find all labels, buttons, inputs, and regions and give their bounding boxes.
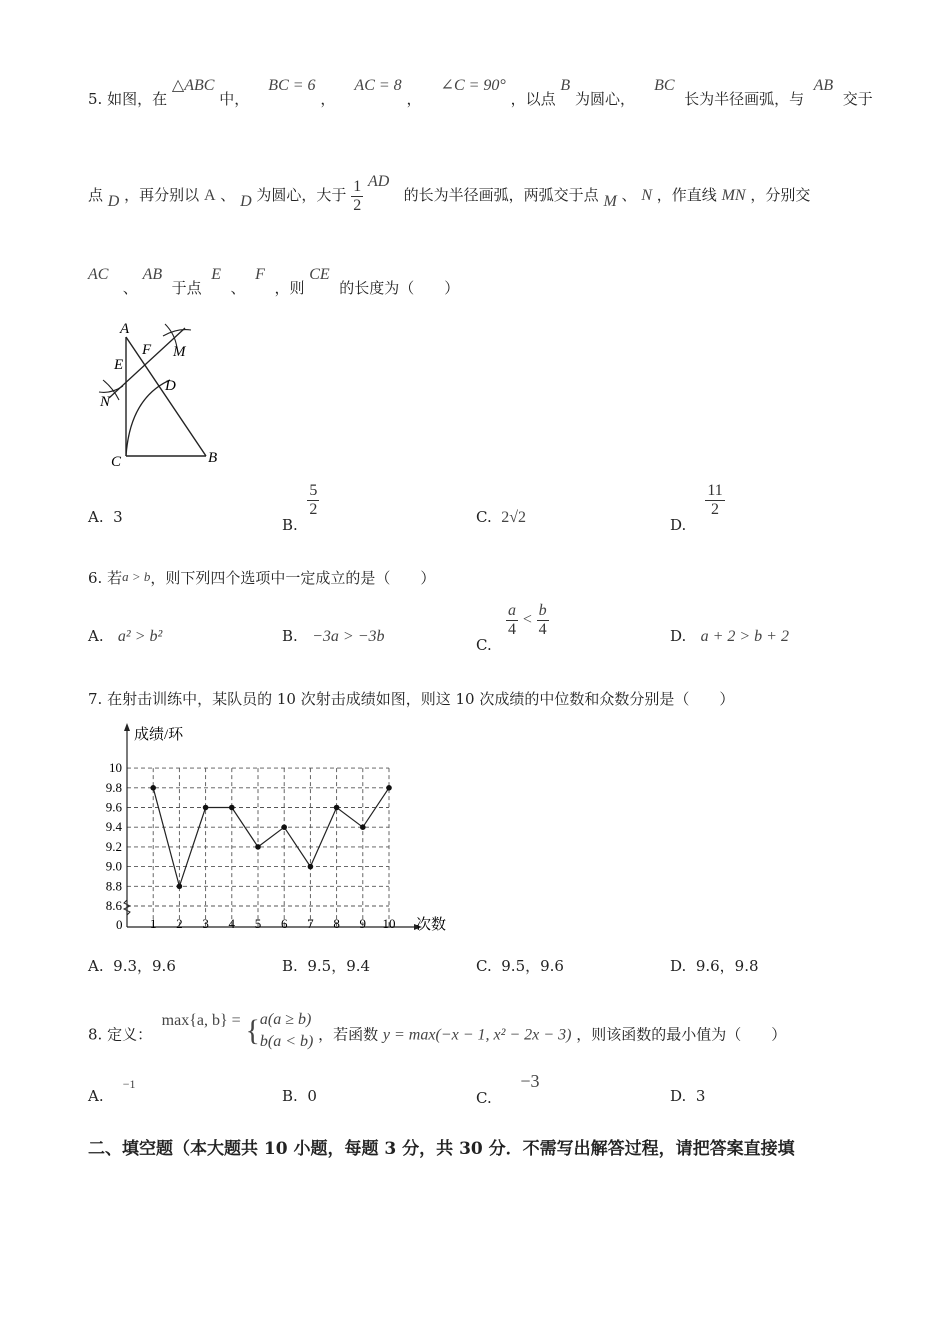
option-value: −3a > −3b: [312, 628, 385, 645]
chart-series: [150, 785, 391, 889]
q7-option-b[interactable]: [282, 955, 370, 976]
label-d: D: [165, 378, 176, 394]
y-tick-label: 9.8: [105, 779, 122, 795]
q5-text: ，再分别以: [124, 186, 200, 205]
y-tick-label: 9.4: [105, 819, 122, 835]
option-label: C.: [476, 957, 492, 975]
math: △ABC: [171, 77, 215, 94]
option-label: D.: [670, 516, 687, 535]
math: ∠C = 90°: [440, 77, 506, 94]
option-fraction: [537, 602, 549, 638]
q5-text: 的长为半径画弧，两弧交于点: [403, 186, 599, 205]
option-label: A.: [88, 508, 104, 526]
label-n: N: [100, 394, 111, 410]
q6-text: 若: [107, 569, 123, 587]
q5-line1: [88, 77, 873, 109]
data-point: [308, 864, 314, 870]
q5-text: 于点: [171, 279, 202, 297]
option-value: 2√2: [501, 509, 527, 526]
q8-option-a[interactable]: [88, 1077, 136, 1105]
q8-number: 8.: [88, 1025, 103, 1044]
q8-option-c[interactable]: [476, 1071, 540, 1108]
q8-option-d[interactable]: [670, 1087, 705, 1105]
option-label: B.: [282, 957, 298, 975]
math: AC = 8: [354, 77, 402, 94]
data-point: [203, 805, 209, 811]
frac-num: 1: [353, 178, 362, 195]
q8-text: ，若函数: [318, 1025, 379, 1044]
data-point: [177, 884, 183, 890]
math: BC = 6: [268, 77, 316, 94]
fraction-half: [351, 178, 363, 214]
option-label: C.: [476, 1089, 492, 1107]
math: MN: [721, 187, 746, 205]
q5-text: 的长度为（ ）: [339, 279, 460, 297]
option-value: −1: [122, 1077, 136, 1091]
q5-text: 交于: [842, 90, 873, 108]
q5-line2: [88, 173, 811, 214]
option-value: a² > b²: [117, 628, 163, 645]
y-tick-label: 9.6: [105, 799, 122, 815]
frac-num: 5: [309, 482, 318, 499]
x-tick-label: 3: [202, 916, 209, 931]
y-tick-label: 10: [109, 760, 122, 776]
label-b: B: [208, 450, 218, 466]
q5-text: 为圆心，大于: [256, 186, 347, 205]
q7-stem: [88, 688, 734, 709]
q7-text: 在射击训练中，某队员的 10 次射击成绩如图，则这 10 次成绩的中位数和众数分别是（ ）: [107, 690, 735, 708]
y-axis-arrow: [124, 723, 130, 731]
series-line: [153, 788, 389, 887]
option-label: D.: [670, 957, 687, 975]
math: AD: [368, 173, 390, 191]
section-2-heading: 二、填空题（本大题共 10 小题，每题 3 分，共 30 分．不需写出解答过程，请把答案直接填: [88, 1139, 795, 1159]
q8-text: 定义：: [107, 1025, 153, 1044]
case-2: b(a < b): [259, 1033, 314, 1051]
option-value: a + 2 > b + 2: [700, 628, 789, 645]
q5-text: ，: [406, 90, 422, 108]
option-value: 9.6，9.8: [695, 957, 759, 975]
q5-option-d[interactable]: [670, 482, 725, 535]
q6-option-a[interactable]: [88, 627, 162, 646]
y-axis-label: 成绩/环: [134, 727, 184, 743]
math: A: [203, 187, 216, 205]
q8-text: ，则该函数的最小值为（ ）: [576, 1025, 787, 1044]
q5-text: 长为半径画弧，与: [684, 90, 805, 108]
frac-den: 4: [538, 620, 547, 638]
math: F: [255, 266, 265, 283]
y-ticks: [106, 760, 123, 913]
option-label: A.: [88, 627, 104, 645]
side-ab: [126, 337, 206, 456]
q7-option-d[interactable]: [670, 955, 759, 976]
label-a: A: [120, 321, 130, 337]
x-tick-label: 8: [333, 916, 340, 931]
label-c: C: [111, 454, 122, 470]
frac-num: 11: [707, 482, 723, 499]
x-tick-label: 4: [228, 916, 236, 931]
q5-geometry-figure: [95, 318, 230, 470]
q7-option-a[interactable]: [88, 955, 176, 976]
y-tick-label: 8.8: [105, 878, 122, 894]
math: N: [641, 187, 653, 205]
frac-num: b: [538, 602, 547, 619]
q6-number: 6.: [88, 569, 103, 587]
data-point: [150, 785, 156, 791]
q5-text: ，分别交: [750, 186, 811, 205]
option-value: 9.5，9.4: [307, 957, 371, 975]
q5-text: ，作直线: [656, 186, 717, 205]
math: AB: [813, 77, 834, 94]
chart-axes: [124, 723, 422, 930]
q5-text: 、: [230, 279, 246, 297]
x-ticks: [150, 916, 396, 931]
q6-text: ，则下列四个选项中一定成立的是（ ）: [150, 569, 436, 587]
q6-option-c[interactable]: [476, 602, 549, 655]
x-tick-label: 2: [176, 916, 183, 931]
q5-text: 、: [621, 186, 637, 205]
math: M: [603, 193, 617, 211]
y-tick-label: 9.0: [105, 858, 122, 874]
data-point: [255, 844, 261, 850]
data-point: [281, 824, 287, 830]
option-label: C.: [476, 508, 492, 526]
q5-text: 如图，在: [107, 90, 168, 108]
q5-option-c[interactable]: [476, 508, 526, 527]
option-label: C.: [476, 636, 492, 655]
q5-number: 5.: [88, 90, 103, 108]
option-label: D.: [670, 1087, 687, 1105]
q5-text: ，: [320, 90, 336, 108]
frac-den: 4: [508, 620, 517, 638]
math: D: [240, 193, 252, 211]
option-value: 9.5，9.6: [501, 957, 564, 975]
label-e: E: [114, 357, 124, 373]
option-value: 9.3，9.6: [113, 957, 176, 975]
piecewise-cases: [260, 1009, 313, 1054]
q6-stem: [88, 567, 435, 588]
q5-text: ，则: [274, 279, 305, 297]
q5-option-a[interactable]: [88, 508, 123, 526]
option-label: B.: [282, 627, 298, 645]
option-label: A.: [88, 957, 104, 975]
data-point: [334, 805, 340, 811]
q8-option-b[interactable]: [282, 1087, 317, 1105]
math: E: [211, 266, 221, 283]
option-value: −3: [520, 1071, 540, 1091]
y-tick-label: 9.2: [105, 838, 122, 854]
label-m: M: [173, 344, 186, 360]
q6-option-b[interactable]: [282, 627, 385, 646]
q5-text: ，以点: [510, 90, 556, 108]
math: AC: [88, 266, 109, 283]
math: CE: [309, 266, 330, 283]
math: y = max(−x − 1, x² − 2x − 3): [382, 1026, 572, 1044]
math: max{a, b} =: [161, 1012, 241, 1030]
q5-text: 中，: [219, 90, 250, 108]
option-value: 3: [695, 1087, 706, 1105]
x-tick-label: 6: [280, 916, 288, 931]
frac-den: 2: [309, 500, 318, 518]
data-point: [229, 805, 235, 811]
option-fraction: [506, 602, 518, 638]
x-tick-label: 5: [254, 916, 262, 931]
q5-line3: [88, 266, 460, 298]
option-value: 3: [113, 508, 123, 526]
option-label: A.: [88, 1087, 104, 1105]
q7-number: 7.: [88, 690, 103, 708]
option-label: B.: [282, 516, 298, 535]
data-point: [386, 785, 392, 791]
option-value: 0: [307, 1087, 317, 1105]
case-1: a(a ≥ b): [259, 1011, 312, 1028]
q6-option-d[interactable]: [670, 627, 789, 646]
label-f: F: [142, 342, 152, 358]
frac-den: 2: [353, 196, 362, 214]
math: AB: [142, 266, 163, 283]
x-tick-label: 1: [149, 916, 157, 931]
option-label: B.: [282, 1087, 298, 1105]
origin-label: 0: [116, 917, 123, 932]
option-fraction: [705, 482, 724, 518]
x-tick-label: 7: [307, 916, 314, 931]
option-label: D.: [670, 627, 687, 645]
q5-text: 点: [88, 186, 104, 205]
option-operator: <: [522, 611, 532, 629]
x-axis-label: 次数: [416, 917, 447, 933]
math: BC: [654, 77, 675, 94]
math: B: [560, 77, 571, 94]
q7-line-chart: [98, 722, 458, 937]
frac-den: 2: [711, 500, 720, 518]
frac-num: a: [508, 602, 517, 619]
x-tick-label: 9: [359, 916, 367, 931]
math: a > b: [122, 569, 151, 584]
brace-icon: {: [245, 1014, 260, 1048]
q5-text: 为圆心，: [574, 90, 635, 108]
q5-text: 、: [220, 186, 236, 205]
option-fraction: [307, 482, 319, 518]
q7-option-c[interactable]: [476, 955, 564, 976]
x-tick-label: 10: [382, 916, 396, 931]
math: D: [107, 193, 120, 211]
q8-stem: [88, 1013, 786, 1058]
q5-text: 、: [122, 279, 138, 297]
q5-option-b[interactable]: [282, 482, 319, 535]
y-tick-label: 8.6: [105, 898, 122, 913]
data-point: [360, 824, 366, 830]
